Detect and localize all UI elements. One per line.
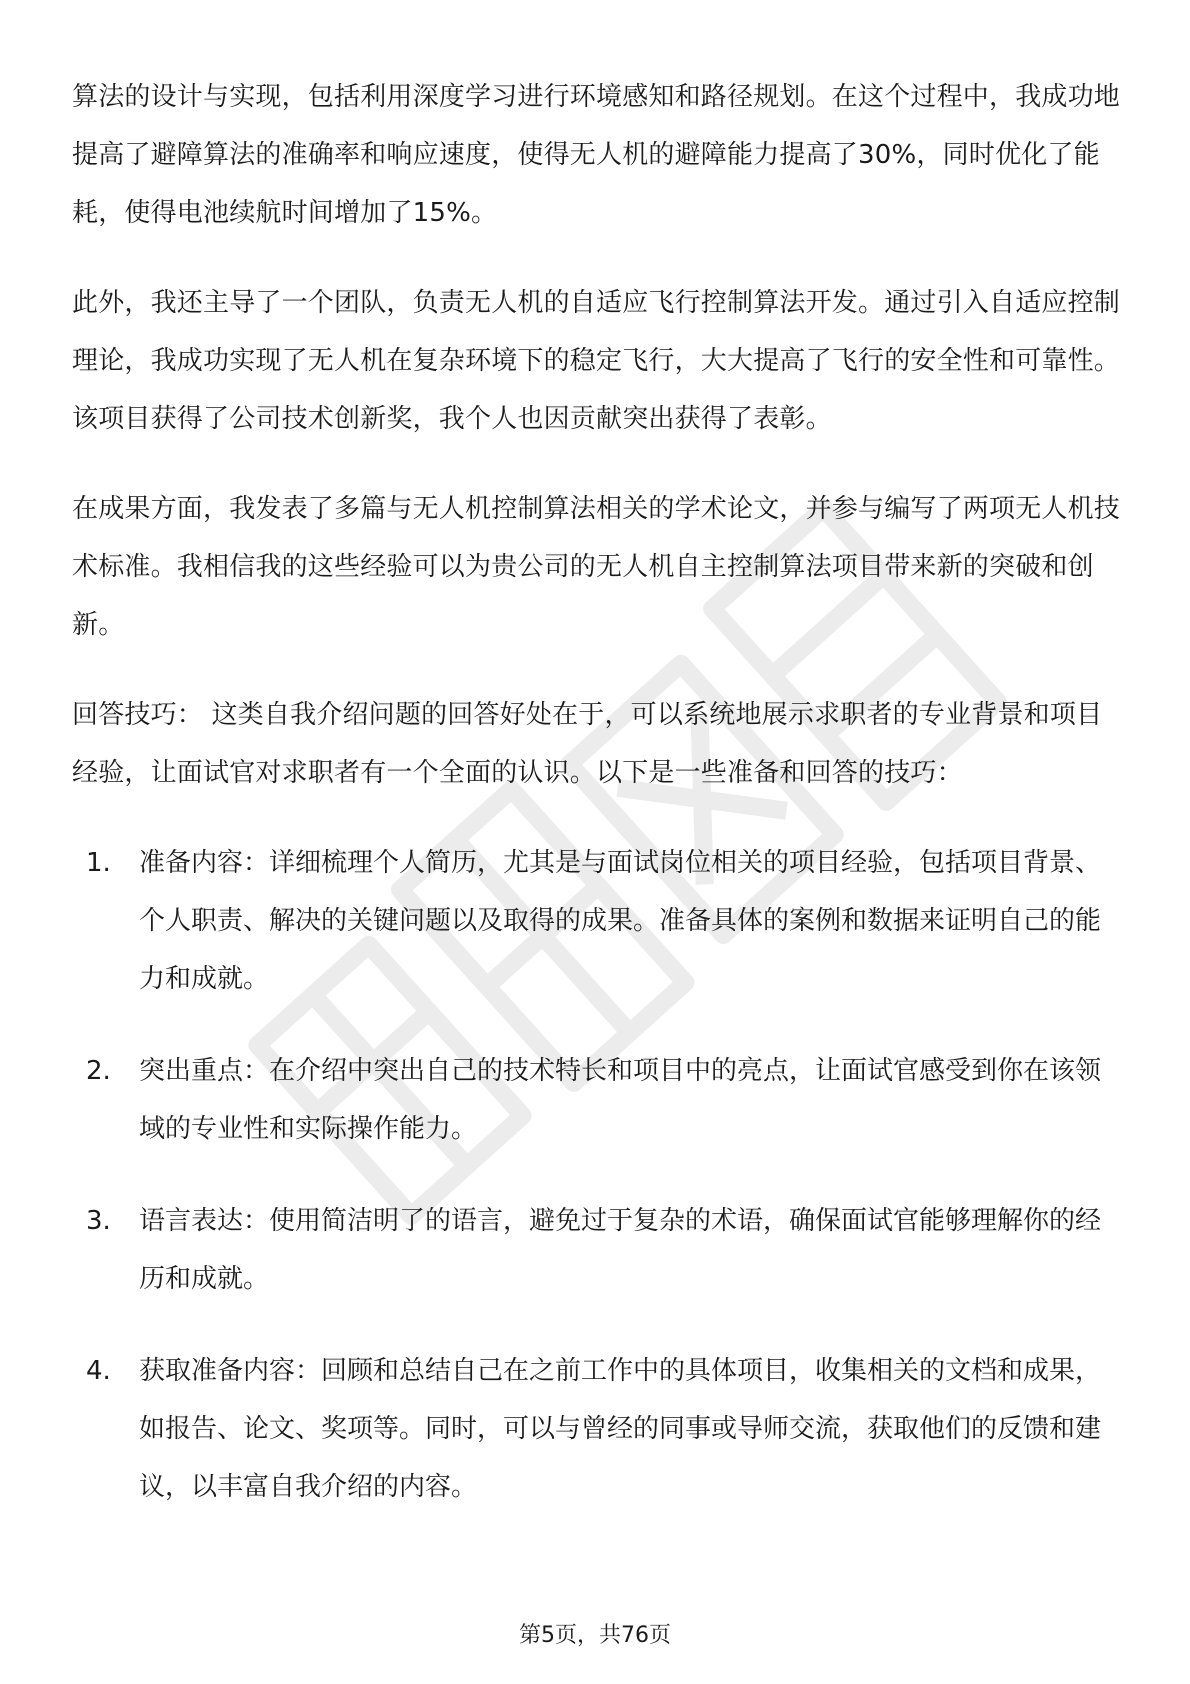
list-item-text: 语言表达：使用简洁明了的语言，避免过于复杂的术语，确保面试官能够理解你的经历和成就。 — [139, 1206, 1102, 1294]
list-item-text: 准备内容：详细梳理个人简历，尤其是与面试岗位相关的项目经验，包括项目背景、个人职责、解决的关键问题以及取得的成果。准备具体的案例和数据来证明自己的能力和成就。 — [139, 848, 1102, 994]
list-item-text: 获取准备内容：回顾和总结自己在之前工作中的具体项目，收集相关的文档和成果，如报告、论文、奖项等。同时，可以与曾经的同事或导师交流，获取他们的反馈和建议，以丰富自我介绍的内容。 — [139, 1356, 1102, 1502]
paragraph-algorithm-experience: 算法的设计与实现，包括利用深度学习进行环境感知和路径规划。在这个过程中，我成功地提高了避障算法的准确率和响应速度，使得无人机的避障能力提高了30%，同时优化了能耗，使得电池续航时间增加了15%。 — [72, 82, 1121, 228]
list-item — [86, 1192, 1122, 1308]
list-item — [86, 1042, 1122, 1158]
paragraph-achievements: 在成果方面，我发表了多篇与无人机控制算法相关的学术论文，并参与编写了两项无人机技术标准。我相信我的这些经验可以为贵公司的无人机自主控制算法项目带来新的突破和创新。 — [72, 494, 1121, 640]
list-item-number: 4. — [86, 1356, 111, 1386]
list-item — [86, 1342, 1122, 1516]
list-item-number: 1. — [86, 848, 111, 878]
list-item-number: 2. — [86, 1056, 111, 1086]
paragraph-answer-tips: 回答技巧： 这类自我介绍问题的回答好处在于，可以系统地展示求职者的专业背景和项目经验，让面试官对求职者有一个全面的认识。以下是一些准备和回答的技巧： — [72, 700, 1103, 788]
main-content — [72, 68, 1122, 1550]
list-item-number: 3. — [86, 1206, 111, 1236]
paragraph-team-lead: 此外，我还主导了一个团队，负责无人机的自适应飞行控制算法开发。通过引入自适应控制理论，我成功实现了无人机在复杂环境下的稳定飞行，大大提高了飞行的安全性和可靠性。该项目获得了公司技术创新奖，我个人也因贡献突出获得了表彰。 — [72, 288, 1121, 434]
tips-list — [72, 834, 1122, 1516]
page-footer: 第5页，共76页 — [519, 1623, 671, 1648]
list-item-text: 突出重点：在介绍中突出自己的技术特长和项目中的亮点，让面试官感受到你在该领域的专业性和实际操作能力。 — [139, 1056, 1102, 1144]
list-item — [86, 834, 1122, 1008]
